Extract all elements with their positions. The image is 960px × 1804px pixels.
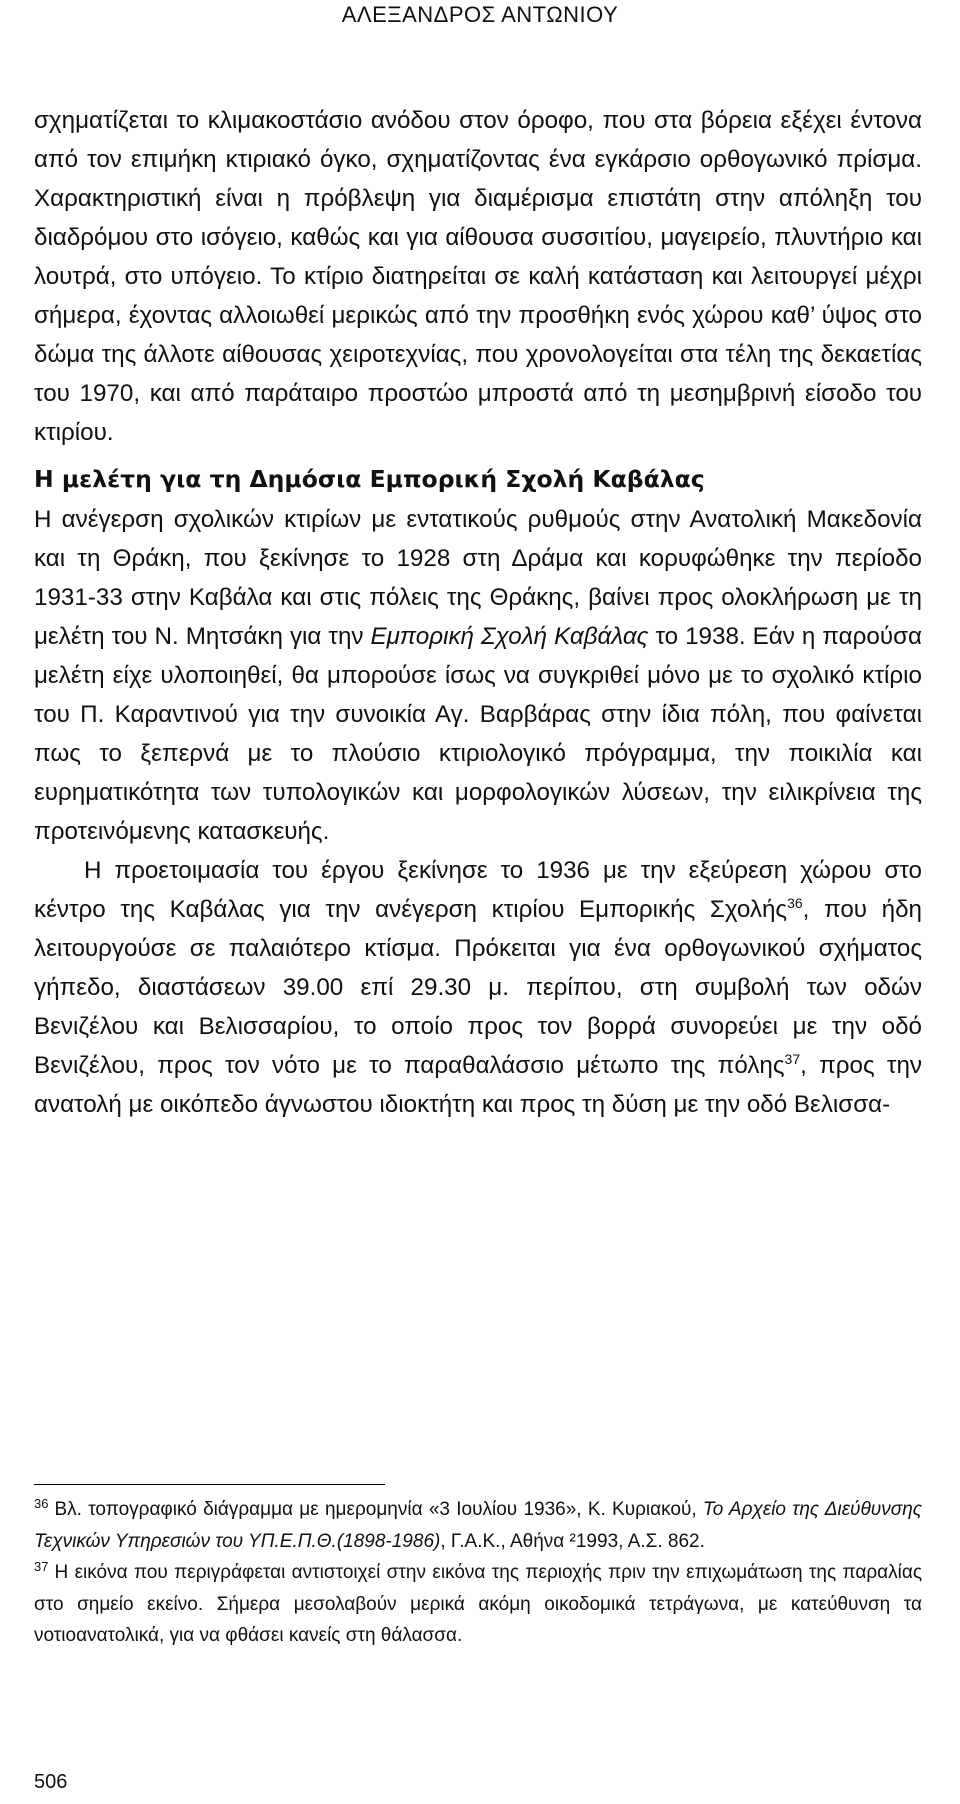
- footnote-number: 36: [34, 1495, 49, 1511]
- footnote-ref-37[interactable]: 37: [784, 1050, 801, 1067]
- paragraph-3-text-a: Η προετοιμασία του έργου ξεκίνησε το 1936 με την εξεύρεση χώρου στο κέντρο της Καβάλας για την ανέγερση κτιρίου Εμπορικής Σχολής: [34, 857, 922, 923]
- paragraph-3-text-b: , που ήδη λειτουργούσε σε παλαιότερο κτίσμα. Πρόκειται για ένα ορθογωνικού σχήματος γήπεδο, διαστάσεων 39.00 επί 29.30 μ. περίπου, στη συμβολή των οδών Βενιζέλου και Βελισσαρίου, το οποίο προς τον βορρά συνορεύει με την οδό Βενιζέλου, προς τον νότο με το παραθαλάσσιο μέτωπο της πόλης: [34, 896, 922, 1079]
- school-name-italic: Εμπορική Σχολή Καβάλας: [370, 623, 649, 650]
- footnote-36-italic: Το Αρχείο της Διεύθυνσης Τεχνικών Υπηρεσιών του ΥΠ.Ε.Π.Θ.(1898-1986): [34, 1499, 922, 1552]
- footnote-36: [34, 1494, 922, 1557]
- footnote-37: [34, 1557, 922, 1652]
- footnote-36-text-a: Βλ. τοπογραφικό διάγραμμα με ημερομηνία «3 Ιουλίου 1936», Κ. Κυριακού,: [54, 1499, 703, 1520]
- paragraph-1: σχηματίζεται το κλιμακοστάσιο ανόδου στον όροφο, που στα βόρεια εξέχει έντονα από τον επιμήκη κτιριακό όγκο, σχηματίζοντας ένα εγκάρσιο ορθογωνικό πρίσμα. Χαρακτηριστική είναι η πρόβλεψη για διαμέρισμα επιστάτη στην απόληξη του διαδρόμου στο ισόγειο, καθώς και για αίθουσα συσσιτίου, μαγειρείο, πλυντήριο και λουτρά, στο υπόγειο. Το κτίριο διατηρείται σε καλή κατάσταση και λειτουργεί μέχρι σήμερα, έχοντας αλλοιωθεί μερικώς από την προσθήκη ενός χώρου καθ’ ύψος στο δώμα της άλλοτε αίθουσας χειροτεχνίας, που χρονολογείται στα τέλη της δεκαετίας του 1970, και από παράταιρο προστώο μπροστά από τη μεσημβρινή είσοδο του κτιρίου.: [34, 107, 922, 446]
- main-text: [34, 101, 922, 1124]
- paragraph-2-text-b: το 1938. Εάν η παρούσα μελέτη είχε υλοποιηθεί, θα μπορούσε ίσως να συγκριθεί μόνο με το σχολικό κτίριο του Π. Καραντινού για την συνοικία Αγ. Βαρβάρας στην ίδια πόλη, που φαίνεται πως το ξεπερνά με το πλούσιο κτιριολογικό πρόγραμμα, την ποικιλία και ευρηματικότητα των τυπολογικών και μορφολογικών λύσεων, την ειλικρίνεια της προτεινόμενης κατασκευής.: [34, 623, 922, 845]
- running-header: ΑΛΕΞΑΝΔΡΟΣ ΑΝΤΩΝΙΟΥ: [341, 2, 619, 27]
- page-number: 506: [34, 1771, 68, 1793]
- footnote-36-text-b: , Γ.Α.Κ., Αθήνα ²1993, Α.Σ. 862.: [440, 1530, 705, 1552]
- footnotes: [34, 1494, 922, 1652]
- paragraph-2: [34, 500, 922, 851]
- footnote-divider: [34, 1484, 385, 1485]
- paragraph-3: [34, 851, 922, 1124]
- footnote-number: 37: [34, 1558, 49, 1574]
- paragraph-2-text-a: Η ανέγερση σχολικών κτιρίων με εντατικούς ρυθμούς στην Ανατολική Μακεδονία και τη Θράκη, που ξεκίνησε το 1928 στη Δράμα και κορυφώθηκε την περίοδο 1931-33 στην Καβάλα και στις πόλεις της Θράκης, βαίνει προς ολοκλήρωση με τη μελέτη του Ν. Μητσάκη για την: [34, 506, 922, 650]
- section-heading: Η μελέτη για τη Δημόσια Εμπορική Σχολή Καβάλας: [34, 465, 705, 493]
- paragraph-3-text-c: , προς την ανατολή με οικόπεδο άγνωστου ιδιοκτήτη και προς τη δύση με την οδό Βελισσα-: [34, 1052, 922, 1118]
- footnote-ref-36[interactable]: 36: [787, 894, 803, 911]
- footnote-37-text: Η εικόνα που περιγράφεται αντιστοιχεί στην εικόνα της περιοχής πριν την επιχωμάτωση της παραλίας στο σημείο εκείνο. Σήμερα μεσολαβούν μερικά ακόμη οικοδομικά τετράγωνα, με κατεύθυνση τα νοτιοανατολικά, για να φθάσει κανείς στη θάλασσα.: [34, 1562, 922, 1646]
